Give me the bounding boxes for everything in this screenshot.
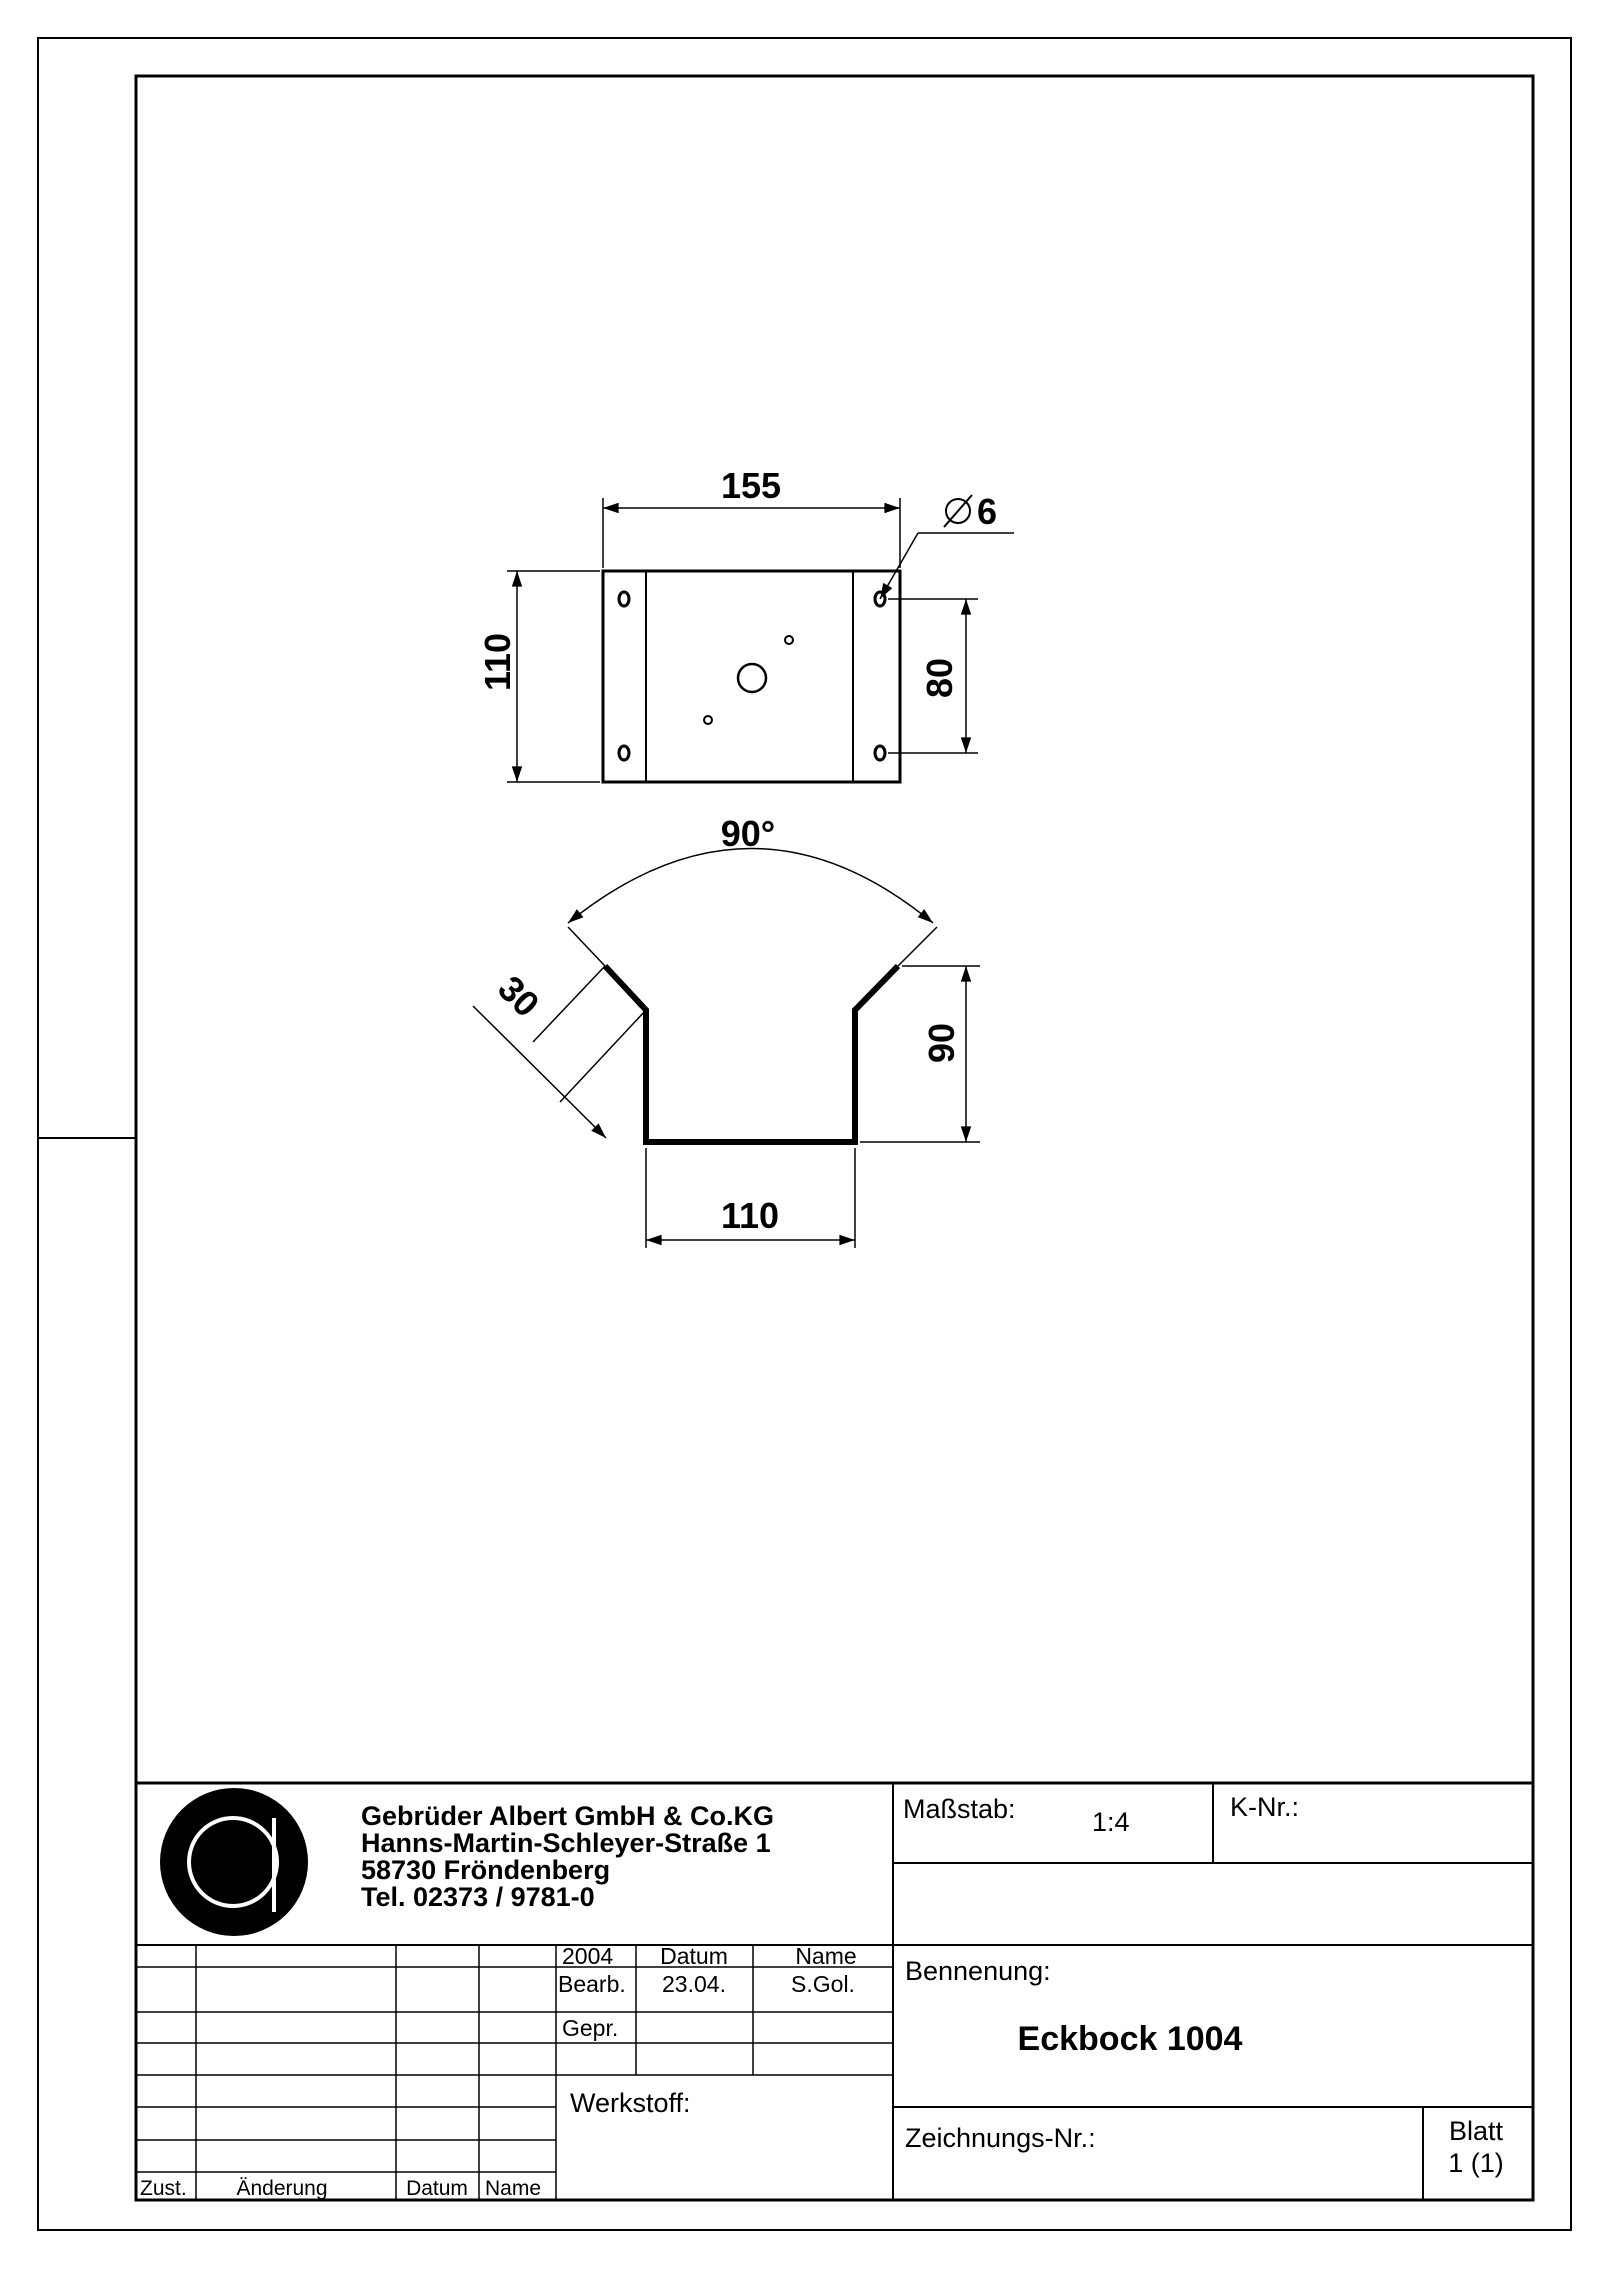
blatt-value: 1 (1) [1448, 2148, 1504, 2178]
small-hole-lower [704, 716, 712, 724]
werkstoff-label: Werkstoff: [570, 2088, 691, 2118]
drawing-title: Eckbock 1004 [1017, 2020, 1243, 2058]
benennung-label: Bennenung: [905, 1956, 1051, 1986]
top-view [477, 465, 1014, 782]
mount-hole-br [875, 746, 885, 760]
company-city: 58730 Fröndenberg [361, 1855, 611, 1885]
company-street: Hanns-Martin-Schleyer-Straße 1 [361, 1828, 771, 1858]
dim-diameter-text: 6 [977, 491, 998, 532]
inner-frame [136, 76, 1533, 2200]
scale-value: 1:4 [1092, 1807, 1130, 1837]
year: 2004 [562, 1943, 614, 1969]
blatt-label: Blatt [1448, 2116, 1504, 2146]
dim-flange-text: 30 [490, 967, 548, 1025]
angle-ext-right [898, 927, 937, 966]
dim-base-text: 110 [720, 1195, 780, 1236]
gepr-label: Gepr. [562, 2015, 619, 2041]
mount-hole-tl [619, 592, 629, 606]
mount-hole-bl [619, 746, 629, 760]
angle-ext-left [568, 927, 605, 966]
scale-label: Maßstab: [903, 1794, 1016, 1824]
company-logo [160, 1788, 308, 1936]
dim-height-text: 110 [477, 632, 518, 692]
company-phone: Tel. 02373 / 9781-0 [361, 1882, 595, 1912]
flange-ext-top [533, 966, 605, 1042]
bearb-label: Bearb. [558, 1971, 626, 1997]
rev-datum-header: Datum [406, 2177, 468, 2200]
rev-zust-header: Zust. [140, 2177, 187, 2200]
dim-width-text: 155 [720, 465, 782, 506]
dim-line-flange [473, 1006, 606, 1138]
profile-view [473, 813, 980, 1248]
center-hole [738, 664, 766, 692]
dim-arc-angle [568, 849, 933, 924]
dim-angle-text: 90° [720, 813, 776, 854]
channel-profile [605, 966, 898, 1142]
company-name: Gebrüder Albert GmbH & Co.KG [361, 1801, 775, 1831]
dim-profile-height-text: 90 [921, 1022, 962, 1064]
bearb-date: 23.04. [662, 1971, 726, 1997]
zeichnungs-label: Zeichnungs-Nr.: [905, 2123, 1096, 2153]
bearb-name: S.Gol. [791, 1971, 855, 1997]
small-hole-upper [785, 636, 793, 644]
knr-label: K-Nr.: [1230, 1792, 1300, 1822]
diameter-symbol [944, 495, 972, 527]
plate-outline [603, 571, 900, 782]
rev-aenderung-header: Änderung [236, 2177, 328, 2200]
dim-holes-text: 80 [919, 657, 960, 699]
flange-ext-bottom [560, 1010, 646, 1102]
name-header: Name [795, 1943, 857, 1969]
date-header: Datum [660, 1943, 728, 1969]
rev-name-header: Name [484, 2177, 542, 2200]
